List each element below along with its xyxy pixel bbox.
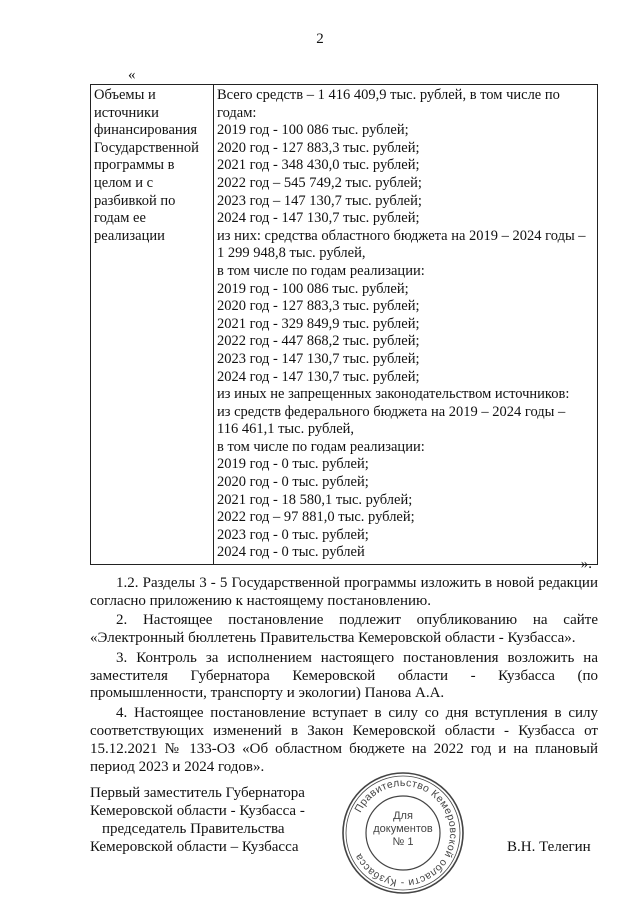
value-line: 2021 год - 329 849,9 тыс. рублей; (217, 315, 420, 332)
value-line: 2020 год - 127 883,3 тыс. рублей; (217, 298, 420, 315)
signer-name: В.Н. Телегин (507, 839, 591, 855)
value-line: 2023 год – 147 130,7 тыс. рублей; (217, 192, 422, 209)
stamp-center-text (340, 810, 466, 849)
paragraph-4: 4. Настоящее постановление вступает в силу со дня вступления в силу соответствующих изменений в Закон Кемеровской области - Кузбасса от 15.12.2021 № 133-ОЗ «Об областном бюджете на 2022 год и на плановый период 2023 и 2024 годов». (90, 704, 598, 775)
value-line: 2023 год - 0 тыс. рублей; (217, 526, 369, 543)
financing-label-cell (91, 85, 214, 565)
paragraph-3: 3. Контроль за исполнением настоящего постановления возложить на заместителя Губернатора Кемеровской области - Кузбасса (по промышленности, транспорту и экологии) Панова А.А. (90, 649, 598, 702)
value-line: 2022 год – 97 881,0 тыс. рублей; (217, 509, 415, 526)
label-line: Объемы и (94, 87, 156, 103)
value-line: в том числе по годам реализации: (217, 262, 425, 279)
value-line: 2020 год - 0 тыс. рублей; (217, 474, 369, 491)
value-line: из них: средства областного бюджета на 2019 – 2024 годы – (217, 227, 586, 244)
value-line: 2019 год - 100 086 тыс. рублей; (217, 280, 409, 297)
label-line: программы в (94, 157, 175, 174)
document-body (90, 575, 598, 778)
value-line: 2019 год - 0 тыс. рублей; (217, 456, 369, 473)
value-line: из иных не запрещенных законодательством источников: (217, 386, 570, 403)
value-line: 2022 год – 545 749,2 тыс. рублей; (217, 174, 422, 191)
value-line: 2023 год - 147 130,7 тыс. рублей; (217, 350, 420, 367)
label-line: разбивкой по (94, 192, 176, 209)
label-line: финансирования (94, 122, 198, 139)
label-line: годам ее (94, 210, 146, 227)
value-line: 1 299 948,8 тыс. рублей, (217, 245, 366, 262)
closing-quote-mark: ». (580, 556, 592, 572)
table-row (91, 85, 598, 565)
label-line: Государственной (94, 139, 199, 156)
paragraph-1-2: 1.2. Разделы 3 - 5 Государственной программы изложить в новой редакции согласно приложению к настоящему постановлению. (90, 575, 598, 609)
value-line: 2024 год - 147 130,7 тыс. рублей; (217, 210, 420, 227)
label-line: реализации (94, 227, 165, 244)
value-line: 2022 год - 447 868,2 тыс. рублей; (217, 333, 420, 350)
value-line: Всего средств – 1 416 409,9 тыс. рублей, в том числе по (217, 87, 560, 103)
label-line: источники (94, 104, 159, 121)
signature-block (90, 784, 305, 856)
value-line: годам: (217, 104, 257, 121)
value-line: 2019 год - 100 086 тыс. рублей; (217, 122, 409, 139)
signer-title-line: Кемеровской области – Кузбасса (90, 839, 299, 855)
value-line: в том числе по годам реализации: (217, 438, 425, 455)
stamp-center-line: № 1 (392, 836, 414, 848)
paragraph-2: 2. Настоящее постановление подлежит опубликованию на сайте «Электронный бюллетень Правительства Кемеровской области - Кузбасса». (90, 612, 598, 647)
value-line: 2020 год - 127 883,3 тыс. рублей; (217, 139, 420, 156)
signer-title-line: Первый заместитель Губернатора (90, 785, 305, 801)
stamp-center-line: Для (393, 810, 413, 822)
value-line: 116 461,1 тыс. рублей, (217, 421, 355, 438)
stamp-center-line: документов (373, 823, 433, 835)
opening-quote-mark: « (128, 67, 136, 83)
value-line: 2024 год - 0 тыс. рублей (217, 544, 365, 561)
official-stamp (340, 770, 466, 896)
stamp-ring-text: Правительство Кемеровской области - Кузбасса (352, 776, 460, 890)
value-line: из средств федерального бюджета на 2019 – 2024 годы – (217, 403, 566, 420)
value-line: 2024 год - 147 130,7 тыс. рублей; (217, 368, 420, 385)
signer-title-line: председатель Правительства (102, 821, 285, 837)
signer-title-line: Кемеровской области - Кузбасса - (90, 803, 305, 819)
page-number: 2 (316, 31, 324, 47)
financing-values-cell (214, 85, 598, 565)
value-line: 2021 год - 348 430,0 тыс. рублей; (217, 157, 420, 174)
value-line: 2021 год - 18 580,1 тыс. рублей; (217, 491, 413, 508)
label-line: целом и с (94, 174, 154, 191)
financing-table (90, 84, 598, 565)
